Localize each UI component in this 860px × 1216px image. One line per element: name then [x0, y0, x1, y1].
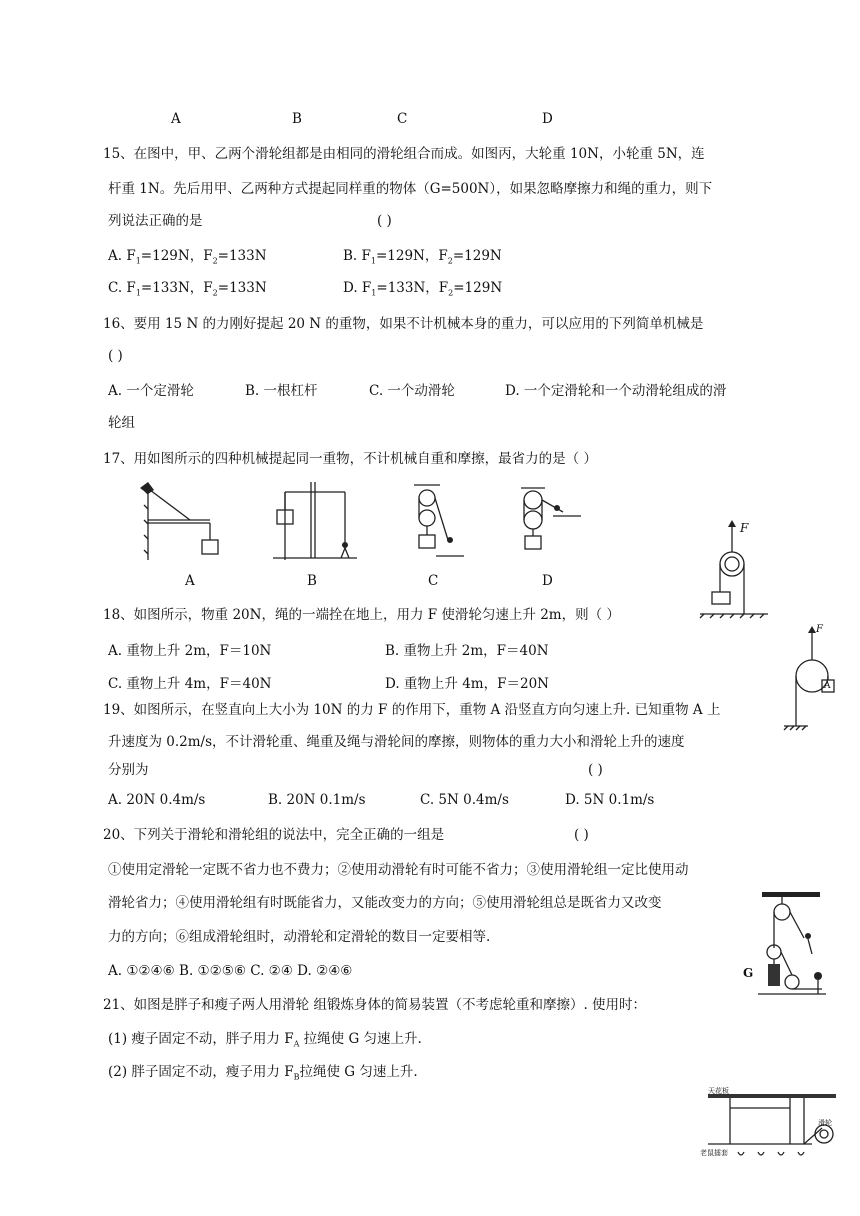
q15-option-d[interactable]: D. $F_1=133N$，$F_2=129N$ [343, 280, 503, 298]
q20-options[interactable]: A. ①②④⑥ B. ①②⑤⑥ C. ②④ D. ②④⑥ [108, 963, 353, 979]
q15-line3: 列说法正确的是 [108, 213, 203, 229]
q19-option-d[interactable]: D. 5N 0.1m/s [565, 792, 655, 808]
top-label-c: C [397, 111, 408, 127]
q15-paren: ( ) [377, 213, 392, 229]
q19-line1: 19、如图所示，在竖直向上大小为 10N 的力 F 的作用下，重物 A 沿竖直方向匀速上升. 已知重物 A 上 [103, 702, 721, 718]
q20-line2: ①使用定滑轮一定既不省力也不费力；②使用动滑轮有时可能不省力；③使用滑轮组一定比使用动 [108, 862, 689, 878]
apparatus-left-label: 老鼠擂套 [700, 1149, 728, 1157]
q17-label-b: B [307, 573, 317, 589]
q16-paren: ( ) [108, 348, 123, 364]
q15-line1: 15、在图中，甲、乙两个滑轮组都是由相同的滑轮组合而成。如图丙，大轮重 10N，小轮重 5N，连 [103, 146, 705, 162]
q17-figure-a [130, 480, 230, 565]
q15-option-b[interactable]: B. $F_1=129N$，$F_2=129N$ [343, 248, 502, 266]
q17-figure-d [515, 480, 585, 565]
q19-option-c[interactable]: C. 5N 0.4m/s [420, 792, 509, 808]
q21-line2: (1) 瘦子固定不动，胖子用力 $F_A$ 拉绳使 G 匀速上升. [108, 1031, 422, 1049]
q16-line1: 16、要用 15 N 的力刚好提起 20 N 的重物，如果不计机械本身的重力，可以应用的下列简单机械是 [103, 316, 704, 332]
apparatus-figure [700, 1088, 840, 1178]
q18-option-c[interactable]: C. 重物上升 4m，F＝40N [108, 676, 272, 692]
q18-option-b[interactable]: B. 重物上升 2m，F＝40N [385, 643, 549, 659]
q18-force-label: F [740, 521, 749, 535]
q21-line3: (2) 胖子固定不动，瘦子用力 $F_B$拉绳使 G 匀速上升. [108, 1064, 418, 1082]
top-label-d: D [542, 111, 553, 127]
q16-option-b[interactable]: B. 一根杠杆 [245, 383, 318, 399]
apparatus-ceiling-label: 天花板 [708, 1087, 729, 1095]
q20-line1: 20、下列关于滑轮和滑轮组的说法中，完全正确的一组是 [103, 827, 445, 843]
q16-option-a[interactable]: A. 一个定滑轮 [108, 383, 194, 399]
q17-figure-c [400, 480, 470, 565]
q19-force-label: F [816, 624, 823, 635]
q19-line2: 升速度为 0.2m/s，不计滑轮重、绳重及绳与滑轮间的摩擦，则物体的重力大小和滑轮上升的速度 [108, 734, 685, 750]
q21-line1: 21、如图是胖子和瘦子两人用滑轮 组锻炼身体的简易装置（不考虑轮重和摩擦）. 使用时： [103, 997, 647, 1013]
q15-line2: 杆重 1N。先后用甲、乙两种方式提起同样重的物体（G=500N），如果忽略摩擦力和绳的重力，则下 [108, 181, 713, 197]
q15-option-c[interactable]: C. $F_1=133N$，$F_2=133N$ [108, 280, 267, 298]
q21-weight-label: G [743, 966, 754, 980]
q17-figure-b [265, 480, 360, 565]
q17-line1: 17、用如图所示的四种机械提起同一重物，不计机械自重和摩擦，最省力的是（ ） [103, 451, 597, 467]
q18-figure [698, 518, 770, 618]
q19-option-b[interactable]: B. 20N 0.1m/s [268, 792, 366, 808]
top-label-b: B [292, 111, 302, 127]
q16-option-d-cont: 轮组 [108, 415, 135, 431]
q19-option-a[interactable]: A. 20N 0.4m/s [108, 792, 206, 808]
q21-figure [752, 890, 832, 1005]
q18-line1: 18、如图所示，物重 20N，绳的一端拴在地上，用力 F 使滑轮匀速上升 2m，则（ ） [103, 607, 620, 623]
q19-paren: ( ) [588, 762, 603, 778]
q19-block-label: A [824, 681, 831, 691]
q19-line3: 分别为 [108, 762, 149, 778]
q20-paren: ( ) [574, 827, 589, 843]
apparatus-right-label: 滑轮 [818, 1119, 832, 1127]
q17-label-d: D [542, 573, 553, 589]
q16-option-c[interactable]: C. 一个动滑轮 [369, 383, 455, 399]
q17-label-a: A [185, 573, 195, 589]
q18-option-d[interactable]: D. 重物上升 4m，F＝20N [385, 676, 549, 692]
q15-option-a[interactable]: A. $F_1=129N$，$F_2=133N$ [108, 248, 267, 266]
top-label-a: A [171, 111, 181, 127]
q17-label-c: C [428, 573, 439, 589]
q20-line4: 力的方向；⑥组成滑轮组时，动滑轮和定滑轮的数目一定要相等. [108, 929, 491, 945]
q18-option-a[interactable]: A. 重物上升 2m，F＝10N [108, 643, 272, 659]
q16-option-d[interactable]: D. 一个定滑轮和一个动滑轮组成的滑 [505, 383, 727, 399]
q19-figure [778, 622, 848, 734]
q20-line3: 滑轮省力；④使用滑轮组有时既能省力，又能改变力的方向；⑤使用滑轮组总是既省力又改变 [108, 895, 662, 911]
